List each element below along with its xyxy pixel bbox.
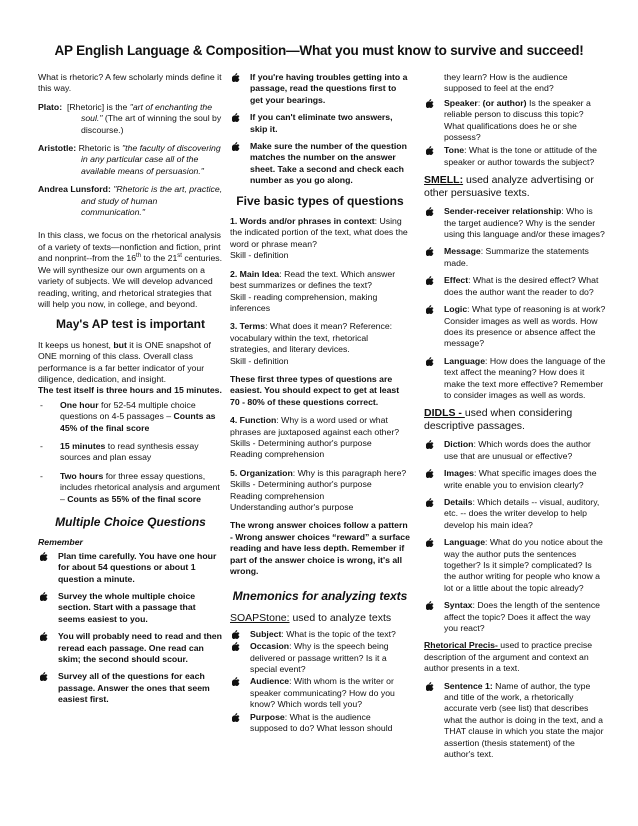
list-item: If you're having troubles getting into a passage, read the questions first to get your bearings. bbox=[230, 72, 410, 106]
five-types-heading: Five basic types of questions bbox=[236, 193, 404, 208]
list-item: Language: What do you notice about the way the author puts the sentences together? Is it simple? complicated? Is the author writing for people who know a lot or a little about the topic already? bbox=[424, 537, 606, 594]
may-text: It keeps us honest, but it is ONE snapshot of ONE morning of this class. Overall class performance is a far better indicator of your diligence, dedication, and insight. bbox=[38, 339, 211, 384]
question-type-3: 3. Terms: What does it mean? Reference: vocabulary within the text, rhetorical strategies, and literary devices. Skill - definition bbox=[230, 321, 393, 366]
column-3 bbox=[424, 72, 606, 767]
page-title: AP English Language & Composition—What you must know to survive and succeed! bbox=[54, 43, 584, 58]
apple-bullet-icon bbox=[426, 247, 434, 256]
apple-bullet-icon bbox=[426, 357, 434, 366]
list-item: Logic: What type of reasoning is at work? Consider images as well as words. How does its presence or absence affect the message? bbox=[424, 304, 606, 350]
smell-heading: SMELL: used analyze advertising or other persuasive texts. bbox=[424, 174, 594, 200]
apple-bullet-icon bbox=[232, 713, 240, 722]
list-item: Tone: What is the tone or attitude of the speaker or author towards the subject? bbox=[424, 145, 606, 168]
list-item: Audience: With whom is the writer or speaker communicating? How do you know? Which words tell you? bbox=[230, 676, 410, 710]
definition-lunsford: Andrea Lunsford: "Rhetoric is the art, practice, and study of human communication." bbox=[38, 184, 223, 218]
may-heading: May's AP test is important bbox=[56, 317, 205, 332]
list-item: Sender-receiver relationship: Who is the target audience? Why is the sender using this language and/or these images? bbox=[424, 206, 606, 240]
list-item: Occasion: Why is the speech being delivered or passage written? Is it a special event? bbox=[230, 641, 410, 675]
mc-heading: Multiple Choice Questions bbox=[55, 515, 206, 529]
apple-bullet-icon bbox=[232, 630, 240, 639]
list-item: - 15 minutes to read synthesis essay sources and plan essay bbox=[40, 440, 199, 463]
list-item: Message: Summarize the statements made. bbox=[424, 246, 606, 269]
mc-tips-list bbox=[38, 551, 223, 706]
didls-heading: DIDLS - used when considering descriptive passages. bbox=[424, 407, 573, 433]
soapstone-heading: SOAPStone: used to analyze texts bbox=[230, 611, 392, 624]
list-item: Plan time carefully. You have one hour for about 54 questions or about 1 question a minute. bbox=[38, 551, 223, 585]
column-2 bbox=[230, 72, 410, 741]
precis-heading: Rhetorical Precis- used to practice precise description of the argument and context an author presents in a text. bbox=[424, 640, 593, 674]
list-item: - Two hours for three essay questions, includes rhetorical analysis and argument – Counts as 55% of the final score bbox=[40, 470, 220, 504]
soapstone-list-continued bbox=[424, 98, 606, 168]
apple-bullet-icon bbox=[426, 498, 434, 507]
mnemonics-heading: Mnemonics for analyzing texts bbox=[232, 589, 408, 604]
easiest-note: These first three types of questions are easiest. You should expect to get at least 70 - 80% of these questions correct. bbox=[230, 373, 400, 407]
list-item: Survey all of the questions for each passage. Answer the ones that seem easiest first. bbox=[38, 671, 223, 705]
apple-bullet-icon bbox=[426, 305, 434, 314]
apple-bullet-icon bbox=[232, 677, 240, 686]
apple-bullet-icon bbox=[426, 99, 434, 108]
list-item: Language: How does the language of the text affect the meaning? How does it make the text more effective? Remember to consider images as well as words. bbox=[424, 356, 606, 402]
mc-tips-list-continued bbox=[230, 72, 410, 187]
list-item: - One hour for 52-54 multiple choice questions on 4-5 passages – Counts as 45% of the final score bbox=[40, 399, 216, 433]
question-type-4: 4. Function: Why is a word used or what phrases are juxtaposed against each other? Skills - Determining author's purpose Reading comprehension bbox=[230, 415, 400, 460]
list-item: Diction: Which words does the author use that are unusual or effective? bbox=[424, 439, 606, 462]
apple-bullet-icon bbox=[232, 642, 240, 651]
list-item: If you can't eliminate two answers, skip it. bbox=[230, 112, 410, 135]
apple-bullet-icon bbox=[232, 73, 240, 82]
apple-bullet-icon bbox=[426, 276, 434, 285]
column-1 bbox=[38, 72, 223, 712]
list-item: You will probably need to read and then reread each passage. One read can skim; the second should scour. bbox=[38, 631, 223, 665]
apple-bullet-icon bbox=[232, 113, 240, 122]
list-item: Purpose: What is the audience supposed to do? What lesson should bbox=[230, 712, 410, 735]
apple-bullet-icon bbox=[426, 146, 434, 155]
test-length: The test itself is three hours and 15 minutes. bbox=[38, 385, 222, 396]
apple-bullet-icon bbox=[426, 538, 434, 547]
list-item: Speaker: (or author) Is the speaker a reliable person to discuss this topic? What qualifications does he or she possess? bbox=[424, 98, 606, 144]
purpose-continued: they learn? How is the audience supposed to feel at the end? bbox=[444, 72, 568, 94]
list-item: Images: What specific images does the write enable you to envision clearly? bbox=[424, 468, 606, 491]
apple-bullet-icon bbox=[40, 592, 48, 601]
question-type-2: 2. Main Idea: Read the text. Which answer best summarizes or defines the text? Skill - reading comprehension, making inferences bbox=[230, 268, 396, 313]
apple-bullet-icon bbox=[426, 207, 434, 216]
list-item: Survey the whole multiple choice section. Start with a passage that seems easiest to you. bbox=[38, 591, 223, 625]
intro-text: What is rhetoric? A few scholarly minds define it this way. bbox=[38, 72, 222, 94]
definition-aristotle: Aristotle: Rhetoric is "the faculty of discovering in any particular case all of the available means of persuasion." bbox=[38, 143, 221, 176]
list-item: Details: Which details -- visual, auditory, etc. -- does the writer develop to help develop his main idea? bbox=[424, 497, 606, 531]
list-item: Effect: What is the desired effect? What does the author want the reader to do? bbox=[424, 275, 606, 298]
definition-plato: Plato: [Rhetoric] is the "art of enchanting the soul." (The art of winning the soul by discourse.) bbox=[38, 101, 222, 135]
class-description: In this class, we focus on the rhetorical analysis of a variety of texts—nonfiction and fiction, print and nonprint--from the 16th to the 21st centuries. We will synthesize our own arguments on a variety of subjects. We will develop advanced reading, writing, and rhetorical strategies that will help you now, in college, and beyond. bbox=[38, 230, 223, 309]
wrong-answers-note: The wrong answer choices follow a pattern - Wrong answer choices “reward” a surface reading and have less depth. Remember if part of the answer choice is wrong, it's all wrong. bbox=[230, 520, 410, 577]
apple-bullet-icon bbox=[40, 672, 48, 681]
list-item: Make sure the number of the question matches the number on the answer sheet. Take a second and check each number as you go along. bbox=[230, 141, 410, 187]
apple-bullet-icon bbox=[426, 601, 434, 610]
apple-bullet-icon bbox=[40, 632, 48, 641]
apple-bullet-icon bbox=[426, 440, 434, 449]
list-item: Sentence 1: Name of author, the type and title of the work, a rhetorically accurate verb (see list) that describes what the author is doing in the text, and a THAT clause in which you state the major assertion (thesis statement) of the author's text. bbox=[424, 681, 606, 761]
soapstone-list bbox=[230, 629, 410, 735]
question-type-1: 1. Words and/or phrases in context: Using the indicated portion of the text, what does the word or phrase mean? Skill - definition bbox=[230, 216, 408, 261]
apple-bullet-icon bbox=[426, 682, 434, 691]
remember-label: Remember bbox=[38, 537, 83, 548]
list-item: Subject: What is the topic of the text? bbox=[230, 629, 410, 640]
question-type-5: 5. Organization: Why is this paragraph here? Skills - Determining author's purpose Reading comprehension Understanding author's purpose bbox=[230, 467, 407, 512]
list-item: Syntax: Does the length of the sentence affect the topic? Does it affect the way you react? bbox=[424, 600, 606, 634]
smell-list bbox=[424, 206, 606, 401]
precis-list bbox=[424, 681, 606, 761]
apple-bullet-icon bbox=[232, 142, 240, 151]
test-parts-list bbox=[38, 400, 223, 505]
apple-bullet-icon bbox=[40, 552, 48, 561]
didls-list bbox=[424, 439, 606, 634]
apple-bullet-icon bbox=[426, 469, 434, 478]
